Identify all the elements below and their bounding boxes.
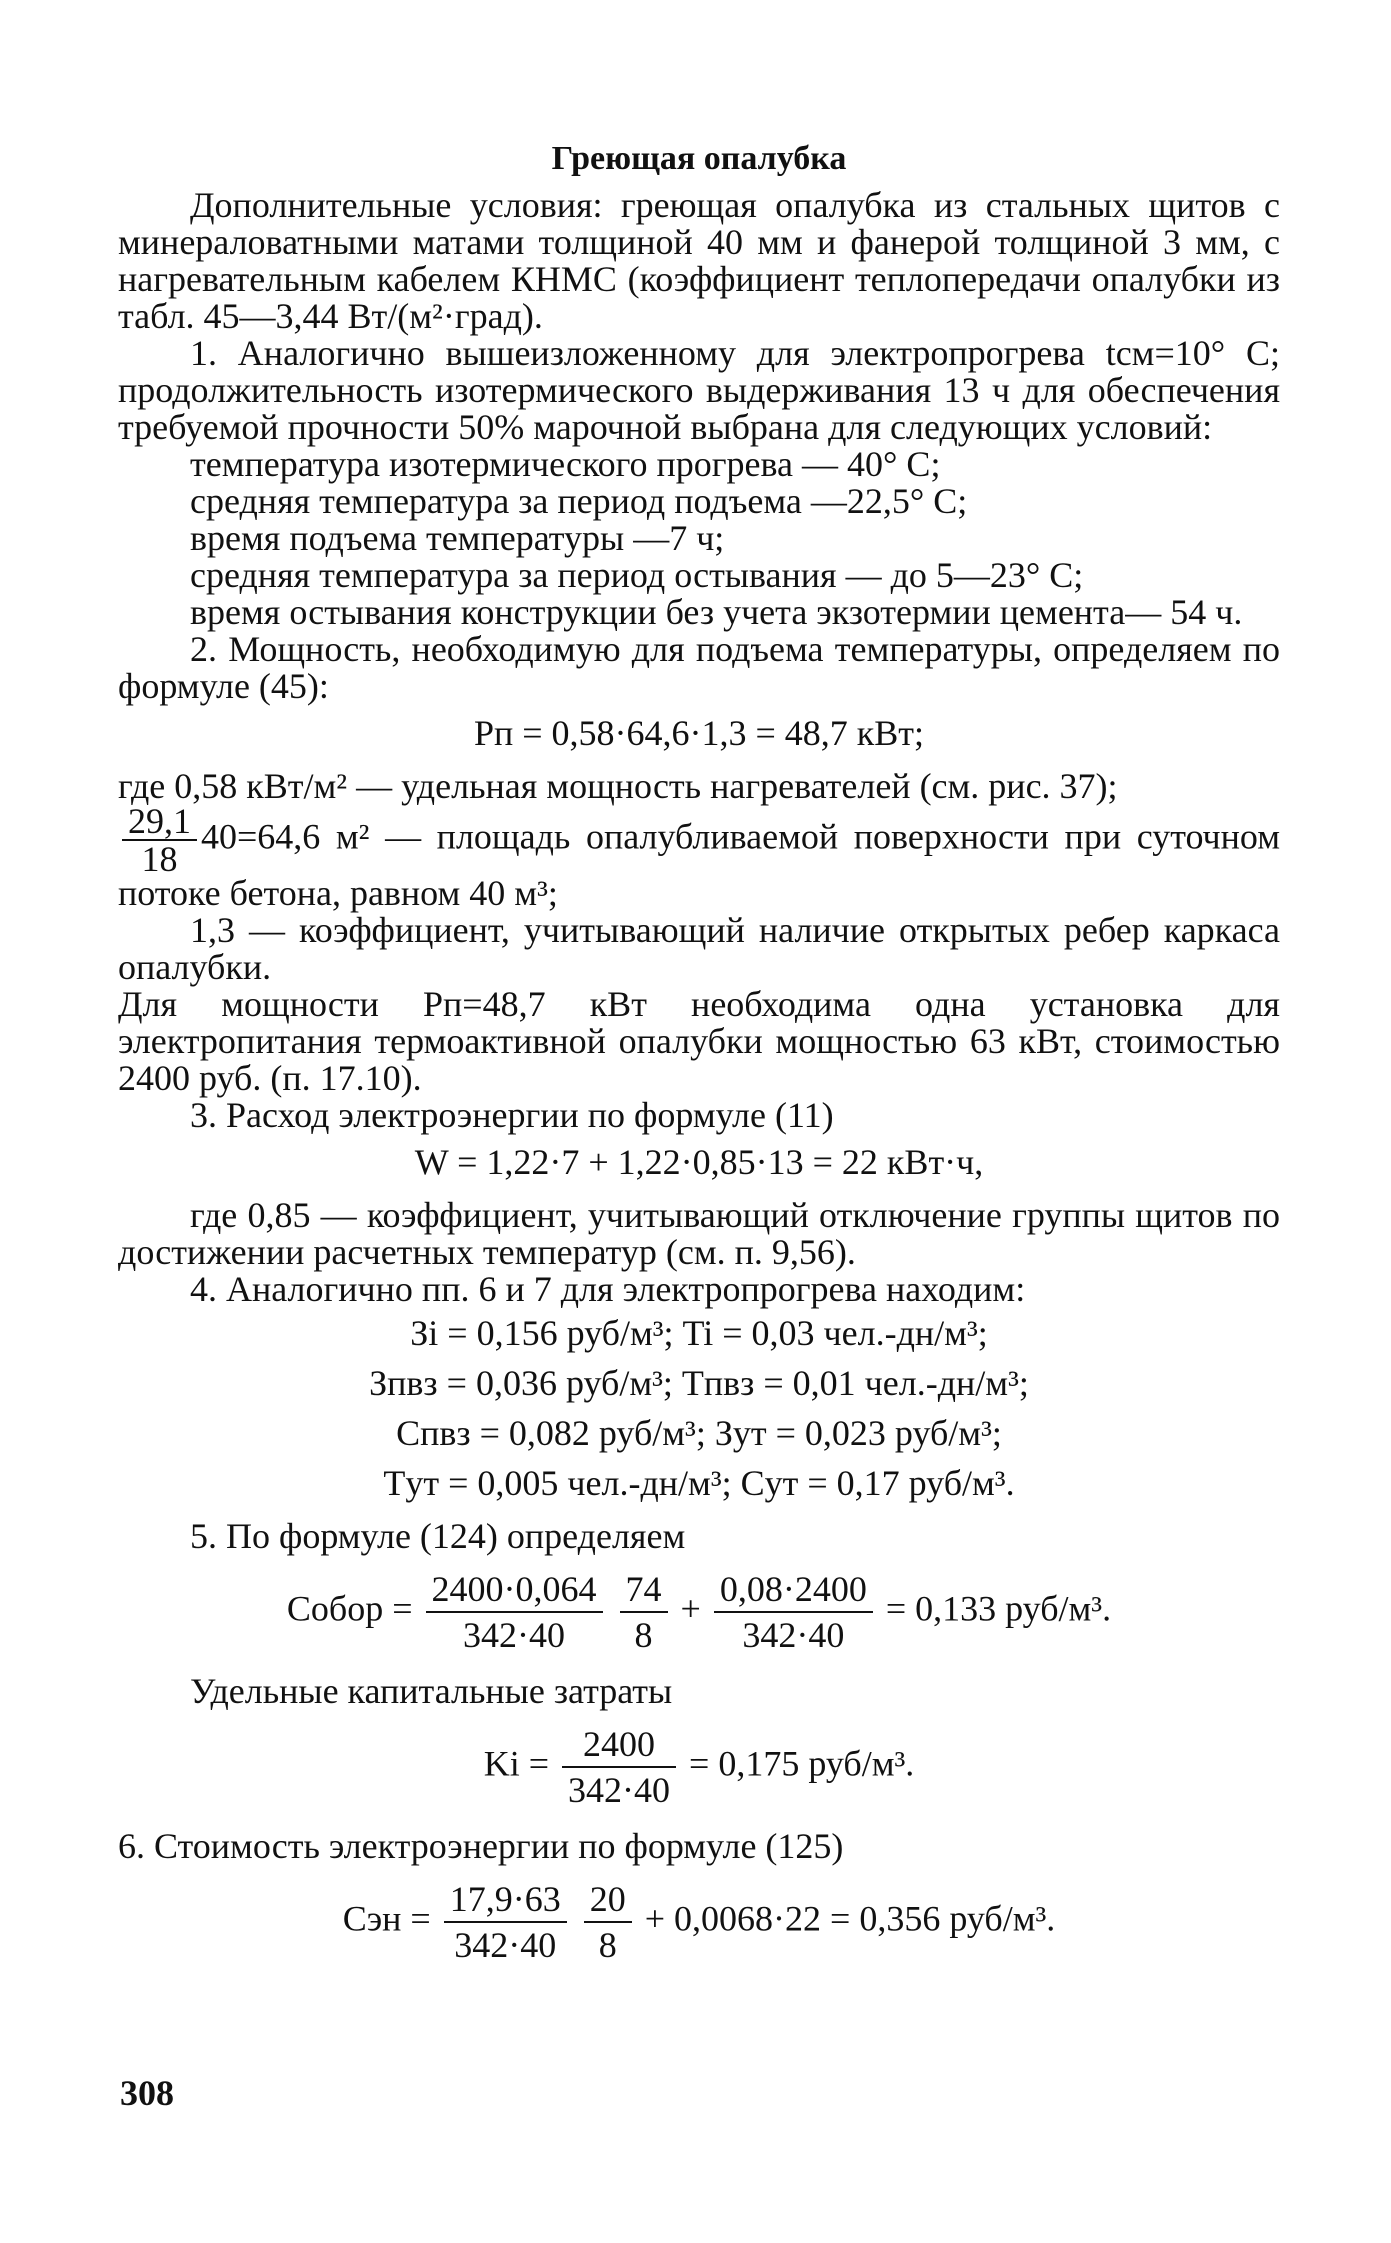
fraction-numerator: 74 — [620, 1569, 668, 1613]
capital-costs-label: Удельные капитальные затраты — [190, 1671, 673, 1711]
fraction — [584, 1879, 632, 1965]
fraction-numerator: 29,1 — [122, 805, 197, 841]
formula-cen — [118, 1879, 1280, 1965]
fraction-numerator: 17,9·63 — [444, 1879, 567, 1923]
fraction — [714, 1569, 873, 1655]
condition-item: средняя температура за период подъема —22,5° С; — [190, 481, 968, 521]
fraction-numerator: 2400 — [562, 1724, 676, 1768]
fraction-denominator: 18 — [141, 839, 178, 879]
paragraph-5: 5. По формуле (124) определяем — [190, 1516, 686, 1556]
page-body — [118, 140, 1280, 1983]
fraction-denominator: 342·40 — [742, 1615, 845, 1655]
where-1: где 0,58 кВт/м² — удельная мощность нагревателей (см. рис. 37); — [118, 766, 1118, 806]
formula-block-4 — [118, 1308, 1280, 1508]
section-heading: Греющая опалубка — [551, 140, 847, 177]
condition-item: температура изотермического прогрева — 40° С; — [190, 444, 941, 484]
fraction — [122, 801, 197, 879]
fraction-denominator: 342·40 — [568, 1770, 671, 1810]
formula-rhs: + 0,0068·22 = 0,356 руб/м³. — [644, 1898, 1056, 1939]
where-3: где 0,85 — коэффициент, учитывающий отключение группы щитов по достижении расчетных температур (см. п. 9,56). — [118, 1195, 1280, 1272]
formula-line: Tут = 0,005 чел.-дн/м³; Cут = 0,17 руб/м³. — [383, 1463, 1015, 1503]
formula-operator: + — [680, 1588, 701, 1629]
fraction-numerator: 2400·0,064 — [426, 1569, 603, 1613]
formula-lhs: Cэн = — [342, 1898, 431, 1939]
where-1b-line — [118, 801, 1280, 913]
where-1c: 1,3 — коэффициент, учитывающий наличие открытых ребер каркаса опалубки. — [118, 910, 1280, 987]
paragraph-2: 2. Мощность, необходимую для подъема температуры, определяем по формуле (45): — [118, 629, 1280, 706]
paragraph-3: 3. Расход электроэнергии по формуле (11) — [190, 1095, 834, 1135]
fraction-denominator: 8 — [634, 1615, 653, 1655]
fraction — [444, 1879, 567, 1965]
formula-energy: W = 1,22·7 + 1,22·0,85·13 = 22 кВт·ч, — [414, 1142, 984, 1182]
formula-line: Cпвз = 0,082 руб/м³; Зут = 0,023 руб/м³; — [396, 1413, 1002, 1453]
formula-power: Pп = 0,58·64,6·1,3 = 48,7 кВт; — [473, 713, 925, 753]
fraction-numerator: 20 — [584, 1879, 632, 1923]
fraction-denominator: 8 — [598, 1925, 617, 1965]
formula-lhs: Ki = — [483, 1743, 550, 1784]
fraction-numerator: 0,08·2400 — [714, 1569, 873, 1613]
fraction-denominator: 342·40 — [454, 1925, 557, 1965]
intro-paragraph: Дополнительные условия: греющая опалубка из стальных щитов с минераловатными матами толщиной 40 мм и фанерой толщиной 3 мм, с нагревательным кабелем КНМС (коэффициент теплопередачи опалубки из табл. 45—3,44 Вт/(м²·град). — [118, 185, 1280, 336]
fraction — [620, 1569, 668, 1655]
formula-ki — [118, 1724, 1280, 1810]
page-number: 308 — [120, 2073, 174, 2113]
paragraph-2b: Для мощности Pп=48,7 кВт необходима одна установка для электропитания термоактивной опалубки мощностью 63 кВт, стоимостью 2400 руб. (п. 17.10). — [118, 984, 1280, 1098]
formula-cobor — [118, 1569, 1280, 1655]
paragraph-1: 1. Аналогично вышеизложенному для электропрогрева tсм=10° С; продолжительность изотермического выдерживания 13 ч для обеспечения требуемой прочности 50% марочной выбрана для следующих условий: — [118, 333, 1280, 447]
fraction — [562, 1724, 676, 1810]
formula-rhs: = 0,175 руб/м³. — [689, 1743, 915, 1784]
conditions-list — [118, 446, 1280, 594]
condition-item: время подъема температуры —7 ч; — [190, 518, 725, 558]
paragraph-6: 6. Стоимость электроэнергии по формуле (125) — [118, 1826, 844, 1866]
condition-item: время остывания конструкции без учета экзотермии цемента— 54 ч. — [190, 592, 1243, 632]
fraction — [426, 1569, 603, 1655]
where-1b: 40=64,6 м² — площадь опалубливаемой поверхности при суточном потоке бетона, равном 40 м³; — [118, 816, 1280, 913]
formula-line: Зпвз = 0,036 руб/м³; Tпвз = 0,01 чел.-дн/м³; — [369, 1363, 1029, 1403]
fraction-denominator: 342·40 — [463, 1615, 566, 1655]
formula-line: Зi = 0,156 руб/м³; Ti = 0,03 чел.-дн/м³; — [410, 1313, 988, 1353]
condition-item: средняя температура за период остывания — до 5—23° С; — [190, 555, 1084, 595]
formula-rhs: = 0,133 руб/м³. — [885, 1588, 1112, 1629]
paragraph-4: 4. Аналогично пп. 6 и 7 для электропрогрева находим: — [190, 1269, 1026, 1309]
formula-lhs: Cобор = — [286, 1588, 413, 1629]
